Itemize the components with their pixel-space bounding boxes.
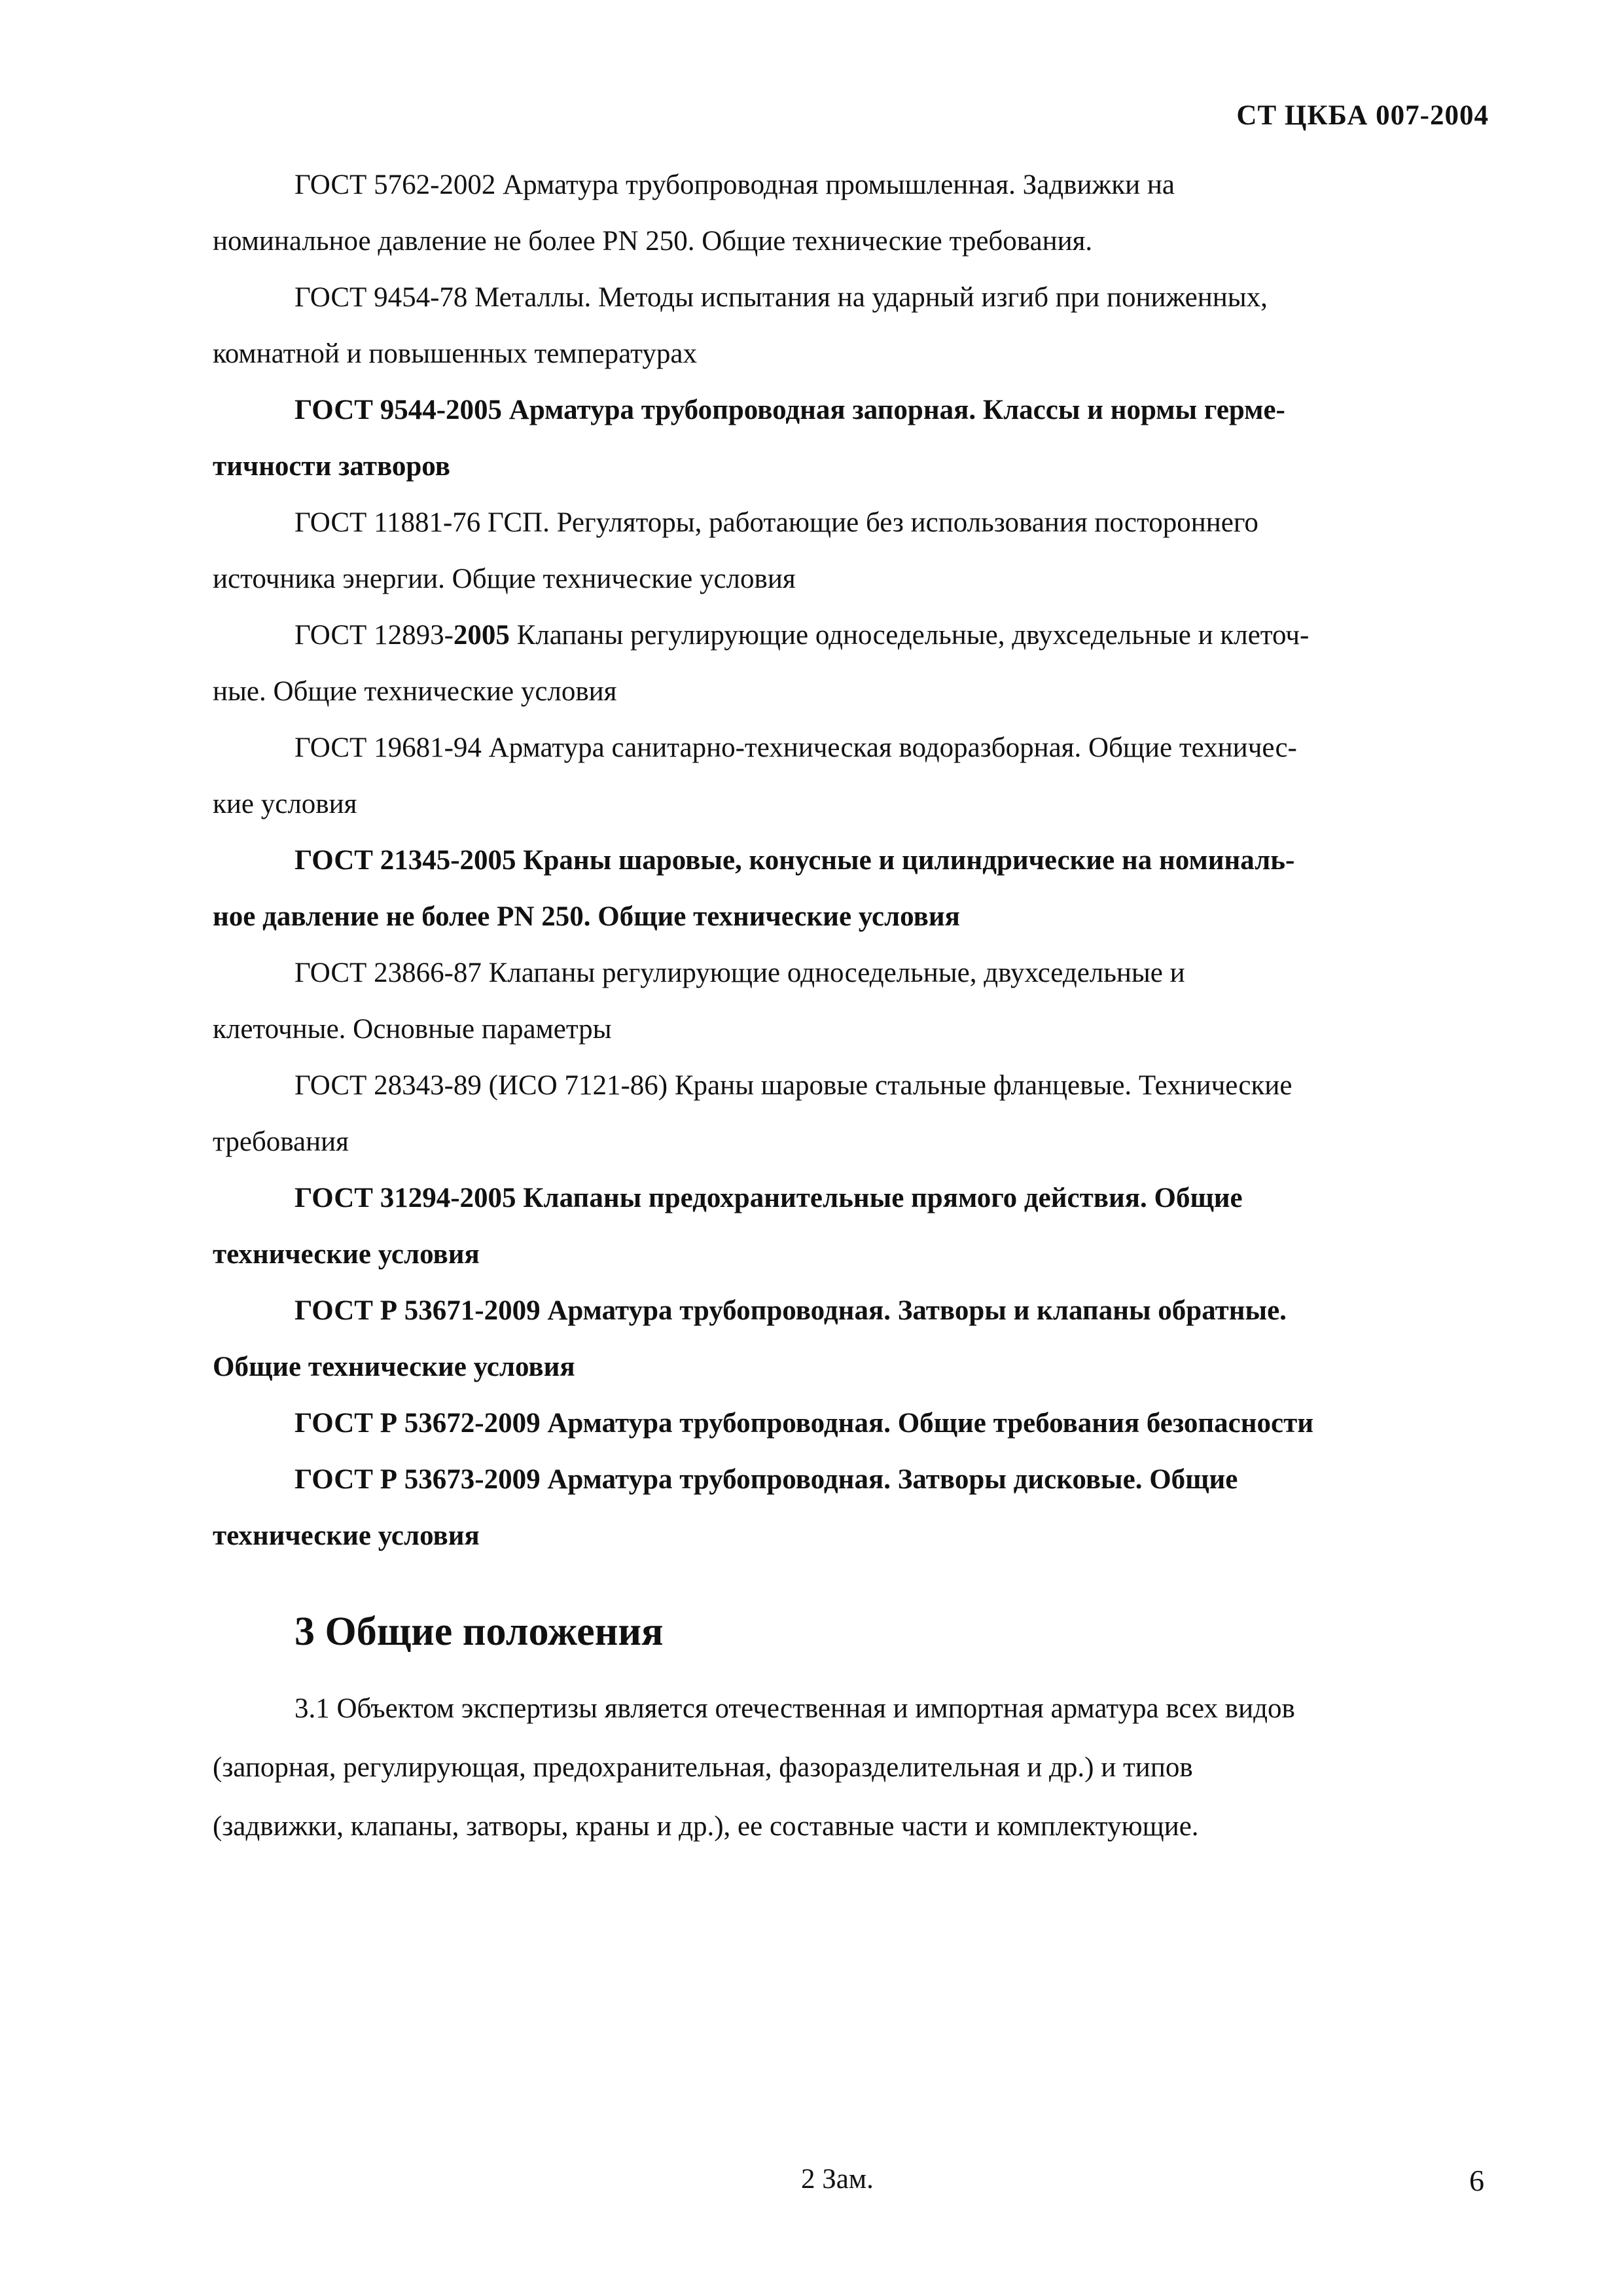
section-paragraph: [213, 1679, 1495, 1856]
reference-line: ГОСТ Р 53671-2009 Арматура трубопроводная. Затворы и клапаны обратные.: [294, 1295, 1287, 1326]
reference-line: номинальное давление не более PN 250. Общие технические требования.: [213, 226, 1093, 257]
paragraph-line: (запорная, регулирующая, предохранительная, фазоразделительная и др.) и типов: [213, 1752, 1193, 1783]
reference-line: ГОСТ 31294-2005 Клапаны предохранительные прямого действия. Общие: [294, 1183, 1243, 1213]
reference-item-new: [213, 1452, 1495, 1564]
reference-line: ГОСТ 19681-94 Арматура санитарно-техническая водоразборная. Общие техничес-: [294, 732, 1297, 763]
reference-line: кие условия: [213, 789, 357, 819]
reference-item: [213, 945, 1495, 1058]
reference-item-new: [213, 382, 1495, 495]
reference-item-new: [213, 833, 1495, 945]
document-code: СТ ЦКБА 007-2004: [1236, 100, 1489, 131]
reference-line: ГОСТ 9544-2005 Арматура трубопроводная запорная. Классы и нормы герме-: [294, 395, 1285, 425]
reference-line: клеточные. Основные параметры: [213, 1014, 612, 1045]
reference-line-prefix: ГОСТ 12893-: [294, 620, 454, 651]
reference-line: ное давление не более PN 250. Общие технические условия: [213, 901, 960, 932]
reference-item: [213, 270, 1495, 382]
reference-item-new: [213, 1170, 1495, 1283]
reference-item: [213, 1058, 1495, 1170]
reference-line: ГОСТ 23866-87 Клапаны регулирующие односедельные, двухседельные и: [294, 958, 1185, 988]
reference-line: источника энергии. Общие технические условия: [213, 564, 796, 594]
reference-item-new: [213, 1395, 1495, 1452]
reference-line: тичности затворов: [213, 451, 450, 482]
reference-line: комнатной и повышенных температурах: [213, 338, 697, 369]
reference-line: ГОСТ 9454-78 Металлы. Методы испытания на ударный изгиб при пониженных,: [294, 282, 1268, 313]
reference-item: [213, 157, 1495, 270]
reference-line: технические условия: [213, 1520, 480, 1551]
reference-line: требования: [213, 1126, 349, 1157]
reference-item: [213, 607, 1495, 720]
section-heading: 3 Общие положения: [294, 1609, 664, 1654]
reference-line: ГОСТ Р 53673-2009 Арматура трубопроводная. Затворы дисковые. Общие: [294, 1464, 1238, 1495]
reference-item-new: [213, 1283, 1495, 1395]
reference-line: Общие технические условия: [213, 1352, 575, 1382]
normative-references-list: [213, 157, 1495, 1564]
reference-year-changed: 2005: [453, 620, 510, 651]
reference-line: ГОСТ 5762-2002 Арматура трубопроводная промышленная. Задвижки на: [294, 170, 1175, 200]
reference-line: технические условия: [213, 1239, 480, 1270]
reference-line-suffix: Клапаны регулирующие односедельные, двухседельные и клеточ-: [509, 620, 1310, 651]
reference-line: ГОСТ 28343-89 (ИСО 7121-86) Краны шаровые стальные фланцевые. Технические: [294, 1070, 1293, 1101]
reference-line: ГОСТ Р 53672-2009 Арматура трубопроводная. Общие требования безопасности: [294, 1408, 1314, 1439]
reference-line: ные. Общие технические условия: [213, 676, 617, 707]
reference-item: [213, 720, 1495, 833]
change-note: 2 Зам.: [801, 2164, 874, 2195]
page-number: 6: [1469, 2164, 1484, 2197]
reference-line: [213, 607, 1495, 664]
reference-line: ГОСТ 21345-2005 Краны шаровые, конусные и цилиндрические на номиналь-: [294, 845, 1295, 876]
paragraph-line: (задвижки, клапаны, затворы, краны и др.), ее составные части и комплектующие.: [213, 1811, 1199, 1842]
reference-item: [213, 495, 1495, 607]
reference-line: ГОСТ 11881-76 ГСП. Регуляторы, работающие без использования постороннего: [294, 507, 1258, 538]
paragraph-line: 3.1 Объектом экспертизы является отечественная и импортная арматура всех видов: [294, 1693, 1295, 1724]
